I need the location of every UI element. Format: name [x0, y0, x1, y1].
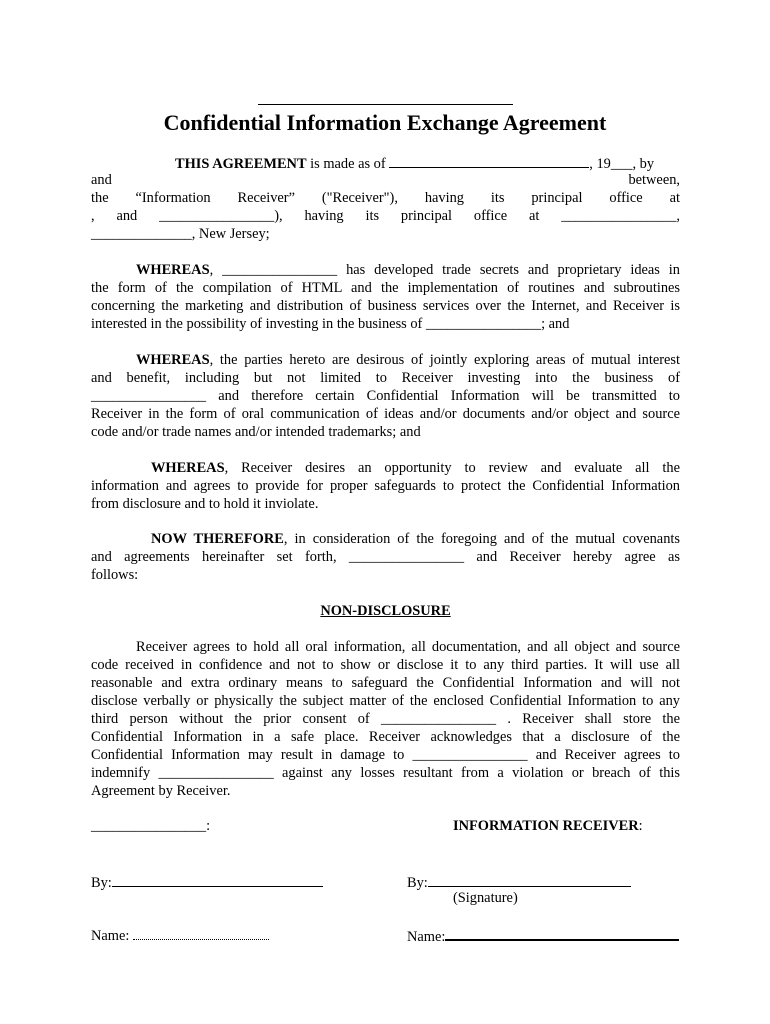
name-left-row: [91, 925, 269, 945]
whereas2-lead: WHEREAS: [136, 352, 210, 368]
now-line-3: follows:: [91, 567, 139, 583]
whereas1-lead: WHEREAS: [136, 262, 210, 278]
intro-line-5: ______________, New Jersey;: [91, 226, 270, 242]
name-right-label: Name:: [407, 929, 446, 945]
now-line-1: [91, 530, 680, 548]
by-right-row: [407, 872, 631, 892]
by-left-row: [91, 872, 323, 892]
nd-line-9: Agreement by Receiver.: [91, 783, 231, 799]
intro-w0: the: [91, 190, 109, 206]
whereas3-line-1: [91, 459, 680, 477]
whereas1-line-3: concerning the marketing and distribution of business services over the Internet, and Receiver is: [91, 298, 680, 314]
whereas2-l1: , the parties hereto are desirous of jointly exploring areas of mutual interest: [209, 352, 680, 368]
intro-line-3: [91, 189, 680, 207]
intro-w1: “Information: [135, 190, 211, 206]
name-left-label: Name:: [91, 928, 130, 944]
nd-line-2: code received in confidence and not to show or disclose it to any third parties. It will use all: [91, 657, 680, 673]
nd-line-7: Confidential Information may result in damage to ________________ and Receiver agrees to: [91, 747, 680, 763]
intro-line-2-right: between,: [628, 172, 680, 188]
whereas1-l1: , ________________ has developed trade secrets and proprietary ideas in: [209, 262, 680, 278]
intro-line-2: [91, 171, 680, 189]
nd-line-3: reasonable and extra ordinary means to safeguard the Confidential Information and will not: [91, 675, 680, 691]
name-left-line[interactable]: [133, 925, 269, 940]
by-right-label: By:: [407, 875, 428, 891]
now-line-2: and agreements hereinafter set forth, ________________ and Receiver hereby agree as: [91, 549, 680, 565]
signature-caption: (Signature): [453, 890, 518, 906]
nd-line-8: indemnify ________________ against any losses resultant from a violation or breach of this: [91, 765, 680, 781]
intro-line-2-left: and: [91, 172, 112, 188]
whereas1-line-2: the form of the compilation of HTML and the implementation of routines and subroutines: [91, 280, 680, 296]
top-rule: [258, 104, 513, 105]
nondisclosure-heading: NON-DISCLOSURE: [320, 603, 451, 619]
intro-line-4: , and ________________), having its principal office at ________________,: [91, 208, 680, 224]
whereas1-line-4: interested in the possibility of investing in the business of ________________; and: [91, 316, 570, 332]
right-party-label: [453, 817, 643, 835]
right-party-colon: :: [638, 818, 643, 834]
intro-lead: THIS AGREEMENT: [175, 156, 307, 172]
by-left-signature-line[interactable]: [112, 872, 323, 887]
by-right-signature-line[interactable]: [428, 872, 631, 887]
whereas3-line-3: from disclosure and to hold it inviolate.: [91, 496, 319, 512]
nd-line-5: third person without the prior consent of ________________ . Receiver shall store the: [91, 711, 680, 727]
name-right-line[interactable]: [445, 925, 679, 941]
whereas3-lead: WHEREAS: [151, 460, 225, 476]
whereas2-line-1: [91, 351, 680, 369]
nd-line-1: Receiver agrees to hold all oral information, all documentation, and all object and source: [136, 639, 680, 655]
intro-w4: having: [424, 190, 464, 206]
now-l1: , in consideration of the foregoing and of the mutual covenants: [283, 531, 680, 547]
whereas2-line-2: and benefit, including but not limited to Receiver investing into the business of: [91, 370, 680, 386]
whereas3-line-2: information and agrees to provide for proper safeguards to protect the Confidential Information: [91, 478, 680, 494]
intro-text: is made as of: [306, 156, 390, 172]
intro-w7: office: [609, 190, 643, 206]
date-blank[interactable]: [389, 153, 589, 168]
whereas1-line-1: [91, 261, 680, 279]
intro-w5: its: [490, 190, 505, 206]
whereas2-line-5: code and/or trade names and/or intended trademarks; and: [91, 424, 421, 440]
whereas2-line-4: Receiver in the form of oral communication of ideas and/or documents and/or object and source: [91, 406, 680, 422]
intro-w8: at: [669, 190, 680, 206]
nd-line-6: Confidential Information in a safe place. Receiver acknowledges that a disclosure of the: [91, 729, 680, 745]
intro-w6: principal: [531, 190, 583, 206]
document-title: Confidential Information Exchange Agreement: [163, 110, 607, 135]
right-party-name: INFORMATION RECEIVER: [453, 818, 639, 834]
nd-line-4: disclose verbally or physically the subject matter of the enclosed Confidential Information to any: [91, 693, 680, 709]
left-party-label: ________________:: [91, 818, 211, 834]
name-right-row: [407, 925, 679, 946]
intro-line-1: [91, 153, 680, 173]
intro-date-tail: , 19___, by: [589, 156, 655, 172]
whereas2-line-3: ________________ and therefore certain Confidential Information will be transmitted to: [91, 388, 680, 404]
now-lead: NOW THEREFORE: [151, 531, 284, 547]
intro-w3: ("Receiver"),: [321, 190, 398, 206]
intro-w2: Receiver”: [237, 190, 295, 206]
whereas3-l1: , Receiver desires an opportunity to review and evaluate all the: [224, 460, 680, 476]
by-left-label: By:: [91, 875, 112, 891]
